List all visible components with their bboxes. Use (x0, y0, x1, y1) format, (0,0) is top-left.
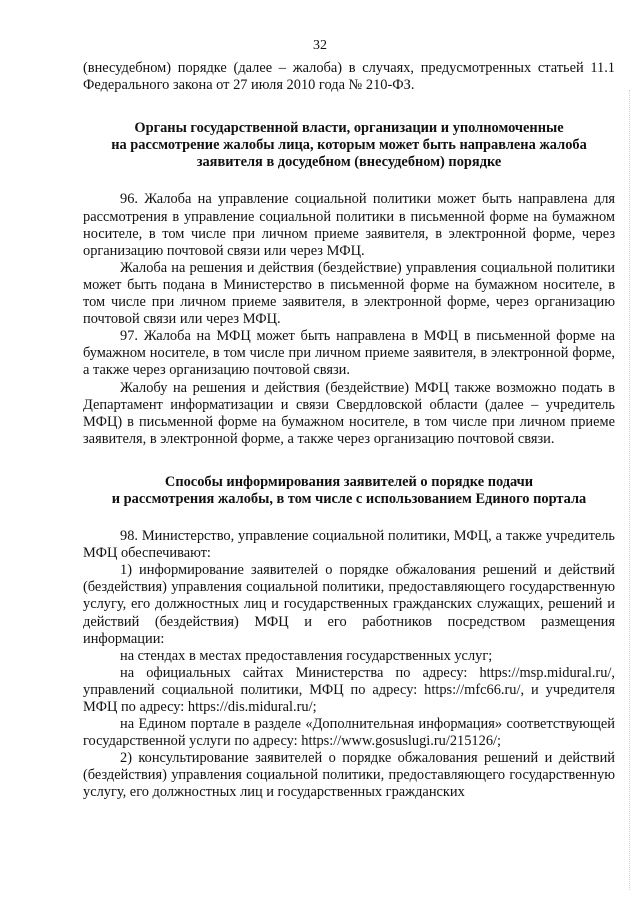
paragraph-98-item-2: 2) консультирование заявителей о порядке обжалования решений и действий (бездействия) управления социальной политики, предоставляющего государственную услугу, его должностных лиц и государственных гражданских (83, 750, 615, 801)
paragraph-98-item-1: 1) информирование заявителей о порядке обжалования решений и действий (бездействия) управления социальной политики, предоставляющего государственную услугу, его должностных лиц и государственных гражданских служащих, решений и действий (бездействия) МФЦ и его работников посредством размещения информации: (83, 562, 615, 647)
paragraph-96: 96. Жалоба на управление социальной политики может быть направлена для рассмотрения в управление социальной политики в письменной форме на бумажном носителе, в том числе при личном приеме заявителя, в электронной форме, через организацию почтовой связи или через МФЦ. (83, 191, 615, 259)
paragraph-97-department: Жалобу на решения и действия (бездействие) МФЦ также возможно подать в Департамент информатизации и связи Свердловской области (далее – учредитель МФЦ) в письменной форме на бумажном носителе, в том числе при личном приеме заявителя, в электронной форме, а также через организацию почтовой связи. (83, 379, 615, 447)
section-1-body (83, 191, 615, 447)
paragraph-unified-portal: на Едином портале в разделе «Дополнительная информация» соответствующей государственной услуги по адресу: https://www.gosuslugi.ru/215126/; (83, 716, 615, 750)
intro-paragraph: (внесудебном) порядке (далее – жалоба) в случаях, предусмотренных статьей 11.1 Федерального закона от 27 июля 2010 года № 210-ФЗ. (83, 60, 615, 94)
paragraph-stands: на стендах в местах предоставления государственных услуг; (120, 647, 493, 664)
heading-line: Способы информирования заявителей о порядке подачи (164, 473, 534, 490)
page-number: 32 (313, 38, 327, 53)
paragraph-98: 98. Министерство, управление социальной политики, МФЦ, а также учредитель МФЦ обеспечивают: (83, 528, 615, 562)
document-body (83, 60, 615, 802)
paragraph-96-ministry: Жалоба на решения и действия (бездействие) управления социальной политики может быть подана в Министерство в письменной форме на бумажном носителе, в том числе при личном приеме заявителя, в электронной форме, через организацию почтовой связи или через МФЦ. (83, 259, 615, 328)
heading-line: заявителя в досудебном (внесудебном) порядке (196, 154, 502, 171)
scan-edge-marks (627, 90, 630, 890)
heading-line: и рассмотрения жалобы, в том числе с использованием Единого портала (111, 490, 587, 507)
section-heading-2 (83, 474, 615, 508)
section-heading-1 (83, 120, 615, 171)
section-2-body (83, 528, 615, 802)
heading-line: Органы государственной власти, организации и уполномоченные (134, 120, 564, 137)
paragraph-97: 97. Жалоба на МФЦ может быть направлена в МФЦ в письменной форме на бумажном носителе, в том числе при личном приеме заявителя, в электронной форме, а также через организацию почтовой связи. (83, 328, 615, 379)
heading-line: на рассмотрение жалобы лица, которым может быть направлена жалоба (111, 137, 587, 154)
paragraph-official-sites: на официальных сайтах Министерства по адресу: https://msp.midural.ru/, управлений социальной политики, МФЦ по адресу: https://mfc66.ru/, и учредителя МФЦ по адресу: https://dis.midural.ru/; (83, 664, 615, 715)
